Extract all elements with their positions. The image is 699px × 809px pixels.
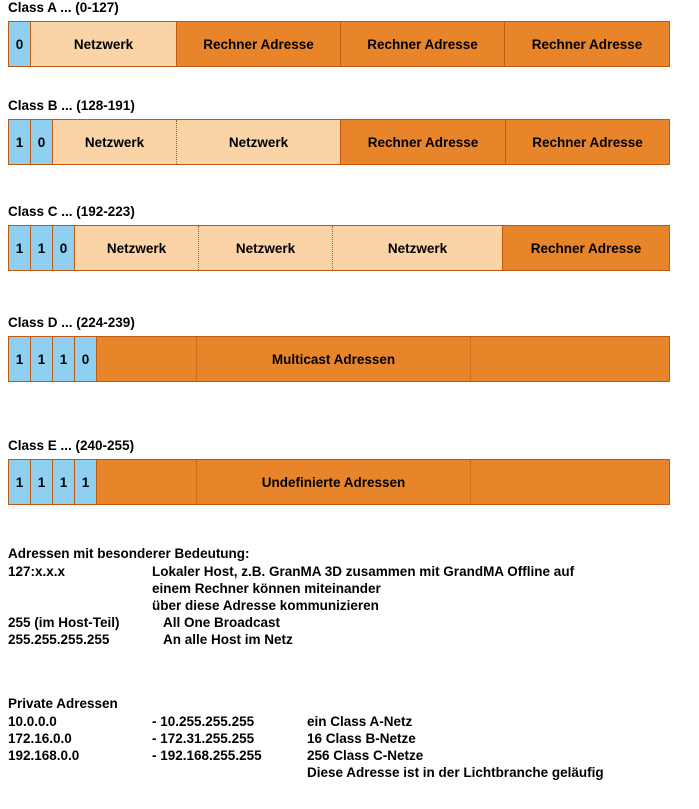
class-e-title: Class E ... (240-255) xyxy=(8,438,135,453)
class-e-undefined-label: Undefinierte Adressen xyxy=(197,460,471,504)
class-c-bit-0: 1 xyxy=(9,226,31,270)
class-a-bar xyxy=(8,21,670,67)
class-d-segment-0 xyxy=(97,337,197,381)
class-b-bar xyxy=(8,119,670,165)
private-to-192: - 192.168.255.255 xyxy=(152,748,262,763)
private-addresses-heading: Private Adressen xyxy=(8,696,118,711)
class-block-d xyxy=(8,315,670,382)
class-b-bit-1: 0 xyxy=(31,120,53,164)
special-desc-127-line3: über diese Adresse kommunizieren xyxy=(152,598,379,613)
private-footnote: Diese Adresse ist in der Lichtbranche geläufig xyxy=(307,765,604,780)
class-block-e xyxy=(8,438,670,505)
class-b-title: Class B ... (128-191) xyxy=(8,98,135,113)
special-row-255-host xyxy=(8,614,574,631)
class-e-segment-2 xyxy=(471,460,669,504)
special-label-127: 127:x.x.x xyxy=(8,564,66,579)
class-a-host-2: Rechner Adresse xyxy=(505,22,669,66)
class-d-bit-1: 1 xyxy=(31,337,53,381)
special-desc-127-line3-row xyxy=(8,597,574,614)
class-e-bit-3: 1 xyxy=(75,460,97,504)
special-label-255-host: 255 (im Host-Teil) xyxy=(8,615,120,630)
special-desc-broadcast: An alle Host im Netz xyxy=(163,632,293,647)
class-a-host-0: Rechner Adresse xyxy=(177,22,341,66)
special-desc-127-line2-row xyxy=(8,580,574,597)
private-note-172: 16 Class B-Netze xyxy=(307,731,416,746)
class-c-network-0: Netzwerk xyxy=(75,226,199,270)
class-c-network-2: Netzwerk xyxy=(333,226,503,270)
private-to-172: - 172.31.255.255 xyxy=(152,731,255,746)
class-c-network-1: Netzwerk xyxy=(199,226,333,270)
class-b-host-0: Rechner Adresse xyxy=(341,120,506,164)
special-row-broadcast xyxy=(8,631,574,648)
class-e-segment-0 xyxy=(97,460,197,504)
special-desc-127-line2: einem Rechner können miteinander xyxy=(152,581,381,596)
private-from-192: 192.168.0.0 xyxy=(8,748,80,763)
private-footnote-row xyxy=(8,764,604,781)
special-addresses-section xyxy=(8,545,574,648)
special-row-127 xyxy=(8,563,574,580)
private-from-172: 172.16.0.0 xyxy=(8,731,72,746)
class-c-bit-1: 1 xyxy=(31,226,53,270)
class-a-network-0: Netzwerk xyxy=(31,22,177,66)
special-label-broadcast: 255.255.255.255 xyxy=(8,632,110,647)
class-d-bit-0: 1 xyxy=(9,337,31,381)
private-note-192: 256 Class C-Netze xyxy=(307,748,424,763)
special-addresses-heading: Adressen mit besonderer Bedeutung: xyxy=(8,546,250,561)
special-desc-255-host: All One Broadcast xyxy=(163,615,281,630)
class-e-bit-1: 1 xyxy=(31,460,53,504)
class-b-network-1: Netzwerk xyxy=(177,120,341,164)
class-b-host-1: Rechner Adresse xyxy=(506,120,669,164)
class-b-bit-0: 1 xyxy=(9,120,31,164)
special-desc-127-line1: Lokaler Host, z.B. GranMA 3D zusammen mit GrandMA Offline auf xyxy=(152,564,575,579)
class-d-bit-2: 1 xyxy=(53,337,75,381)
class-d-bit-3: 0 xyxy=(75,337,97,381)
class-c-bit-2: 0 xyxy=(53,226,75,270)
class-e-bit-2: 1 xyxy=(53,460,75,504)
class-c-title: Class C ... (192-223) xyxy=(8,204,135,219)
private-note-10: ein Class A-Netz xyxy=(307,714,413,729)
class-d-multicast-label: Multicast Adressen xyxy=(197,337,471,381)
private-addresses-section xyxy=(8,695,604,781)
class-e-bit-0: 1 xyxy=(9,460,31,504)
private-footnote-spacer xyxy=(8,764,152,781)
private-from-10: 10.0.0.0 xyxy=(8,714,57,729)
class-block-b xyxy=(8,98,670,165)
class-d-title: Class D ... (224-239) xyxy=(8,315,135,330)
class-c-host-0: Rechner Adresse xyxy=(503,226,669,270)
class-a-title: Class A ... (0-127) xyxy=(8,0,119,15)
class-d-segment-2 xyxy=(471,337,669,381)
private-row-192 xyxy=(8,747,604,764)
class-e-bar xyxy=(8,459,670,505)
class-block-a xyxy=(8,0,670,67)
private-to-10: - 10.255.255.255 xyxy=(152,714,255,729)
class-block-c xyxy=(8,204,670,271)
class-a-host-1: Rechner Adresse xyxy=(341,22,505,66)
class-a-bit-0: 0 xyxy=(9,22,31,66)
private-row-10 xyxy=(8,713,604,730)
class-b-network-0: Netzwerk xyxy=(53,120,177,164)
private-row-172 xyxy=(8,730,604,747)
class-d-bar xyxy=(8,336,670,382)
class-c-bar xyxy=(8,225,670,271)
